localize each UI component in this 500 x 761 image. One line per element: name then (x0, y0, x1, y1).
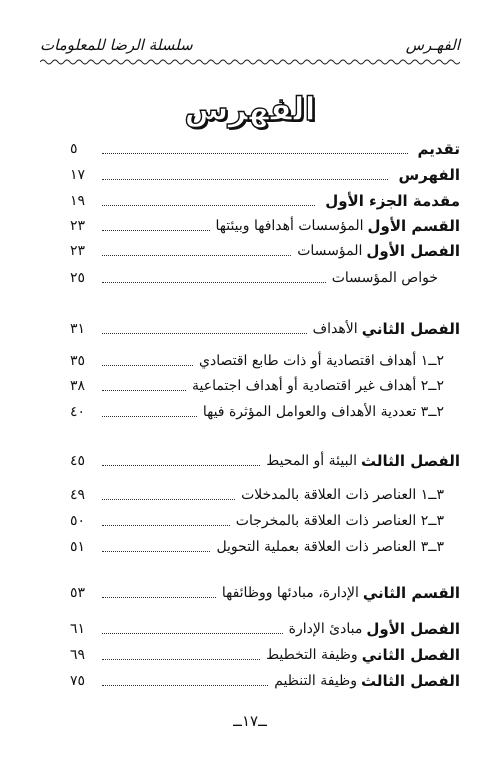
toc-entry-heading: الفصل الثاني (361, 646, 460, 664)
toc-page-number: ١٧ (70, 167, 86, 183)
toc-entry (70, 581, 460, 605)
toc-entry-text: المؤسسات أهدافها وبيئتها (215, 218, 364, 234)
toc-entry (70, 239, 460, 263)
toc-entry-text: ٣ــ٣ العناصر ذات العلاقة بعملية التحويل (216, 539, 444, 555)
leader-dots (102, 416, 197, 417)
leader-dots (102, 597, 216, 598)
leader-dots (102, 205, 315, 206)
toc-entry-heading: مقدمة الجزء الأول (325, 192, 460, 210)
toc-entry-heading: الفصل الأول (366, 620, 460, 638)
toc-page-number: ٤٠ (70, 404, 86, 420)
toc-entry (70, 349, 448, 373)
leader-dots (102, 551, 210, 552)
toc-entry-text: الإدارة، مبادئها ووظائفها (221, 585, 359, 601)
leader-dots (102, 365, 193, 366)
toc-page-number: ٧٥ (70, 673, 86, 689)
toc-entry (70, 643, 460, 667)
leader-dots (102, 499, 235, 500)
toc-entry (70, 669, 460, 693)
page-title: الفهرس (184, 90, 316, 128)
leader-dots (102, 282, 326, 283)
toc-page-number: ٤٩ (70, 487, 86, 503)
toc-page-number: ٤٥ (70, 453, 86, 469)
toc-entry-heading: الفصل الثالث (360, 672, 460, 690)
toc-entry (70, 483, 448, 507)
leader-dots (102, 659, 260, 660)
leader-dots (102, 633, 283, 634)
toc-entry-heading: القسم الأول (367, 217, 460, 235)
leader-dots (102, 465, 260, 466)
leader-dots (102, 685, 268, 686)
toc-page-number: ٥٠ (70, 513, 86, 529)
toc-entry (70, 535, 448, 559)
toc-page-number: ٣٥ (70, 353, 86, 369)
toc-page-number: ٥١ (70, 539, 86, 555)
toc-entry-text: وظيفة التنظيم (274, 673, 357, 689)
toc-page-number: ٣١ (70, 321, 86, 337)
toc-entry-text: ٢ــ٢ أهداف غير اقتصادية أو أهداف اجتماعية (192, 378, 444, 394)
leader-dots (102, 525, 230, 526)
toc-entry (70, 137, 460, 161)
toc-page-number: ٢٥ (70, 270, 86, 286)
toc-entry-heading: القسم الثاني (362, 584, 460, 602)
leader-dots (102, 179, 388, 180)
toc-entry-heading: الفصل الأول (366, 242, 460, 260)
toc-entry-text: الأهداف (312, 321, 358, 337)
header-series-name: سلسلة الرضا للمعلومات (40, 36, 193, 54)
toc-entry (70, 617, 460, 641)
leader-dots (102, 153, 408, 154)
leader-dots (102, 255, 291, 256)
toc-page-number: ٢٣ (70, 218, 86, 234)
toc-entry-text: وظيفة التخطيط (266, 647, 358, 663)
toc-entry-text: ٢ــ٣ تعددية الأهداف والعوامل المؤثرة فيها (202, 404, 444, 420)
toc-entry-heading: الفصل الثاني (361, 320, 460, 338)
toc-entry (70, 509, 448, 533)
leader-dots (102, 230, 210, 231)
toc-entry-text: مبادئ الإدارة (288, 621, 363, 637)
toc-entry (70, 266, 442, 290)
toc-entry-text: البيئة أو المحيط (266, 453, 357, 469)
toc-page-number: ٣٨ (70, 378, 86, 394)
toc-page-number: ٢٣ (70, 243, 86, 259)
toc-entry (70, 374, 448, 398)
toc-entry-text: ٣ــ٢ العناصر ذات العلاقة بالمخرجات (235, 513, 444, 529)
toc-entry (70, 214, 460, 238)
toc-page-number: ١٩ (70, 193, 86, 209)
leader-dots (102, 333, 307, 334)
toc-entry-text: المؤسسات (297, 243, 363, 259)
toc-entry (70, 449, 460, 473)
toc-entry (70, 317, 460, 341)
toc-page-number: ٦٩ (70, 647, 86, 663)
toc-entry-heading: تقديم (417, 140, 460, 158)
toc-entry (70, 400, 448, 424)
toc-page-number: ٥ (70, 141, 78, 157)
toc-page-number: ٦١ (70, 621, 86, 637)
toc-entry-heading: الفهرس (398, 166, 460, 184)
toc-entry (70, 163, 460, 187)
leader-dots (102, 390, 186, 391)
toc-entry-text: ٢ــ١ أهداف اقتصادية أو ذات طابع اقتصادي (199, 353, 444, 369)
page-number-footer: ــ١٧ــ (233, 712, 267, 730)
toc-entry-text: ٣ــ١ العناصر ذات العلاقة بالمدخلات (241, 487, 444, 503)
toc-entry-heading: الفصل الثالث (360, 452, 460, 470)
header-section-name: الفهـرس (405, 36, 460, 54)
toc-entry (70, 189, 460, 213)
toc-entry-text: خواص المؤسسات (331, 270, 438, 286)
toc-page-number: ٥٣ (70, 585, 86, 601)
